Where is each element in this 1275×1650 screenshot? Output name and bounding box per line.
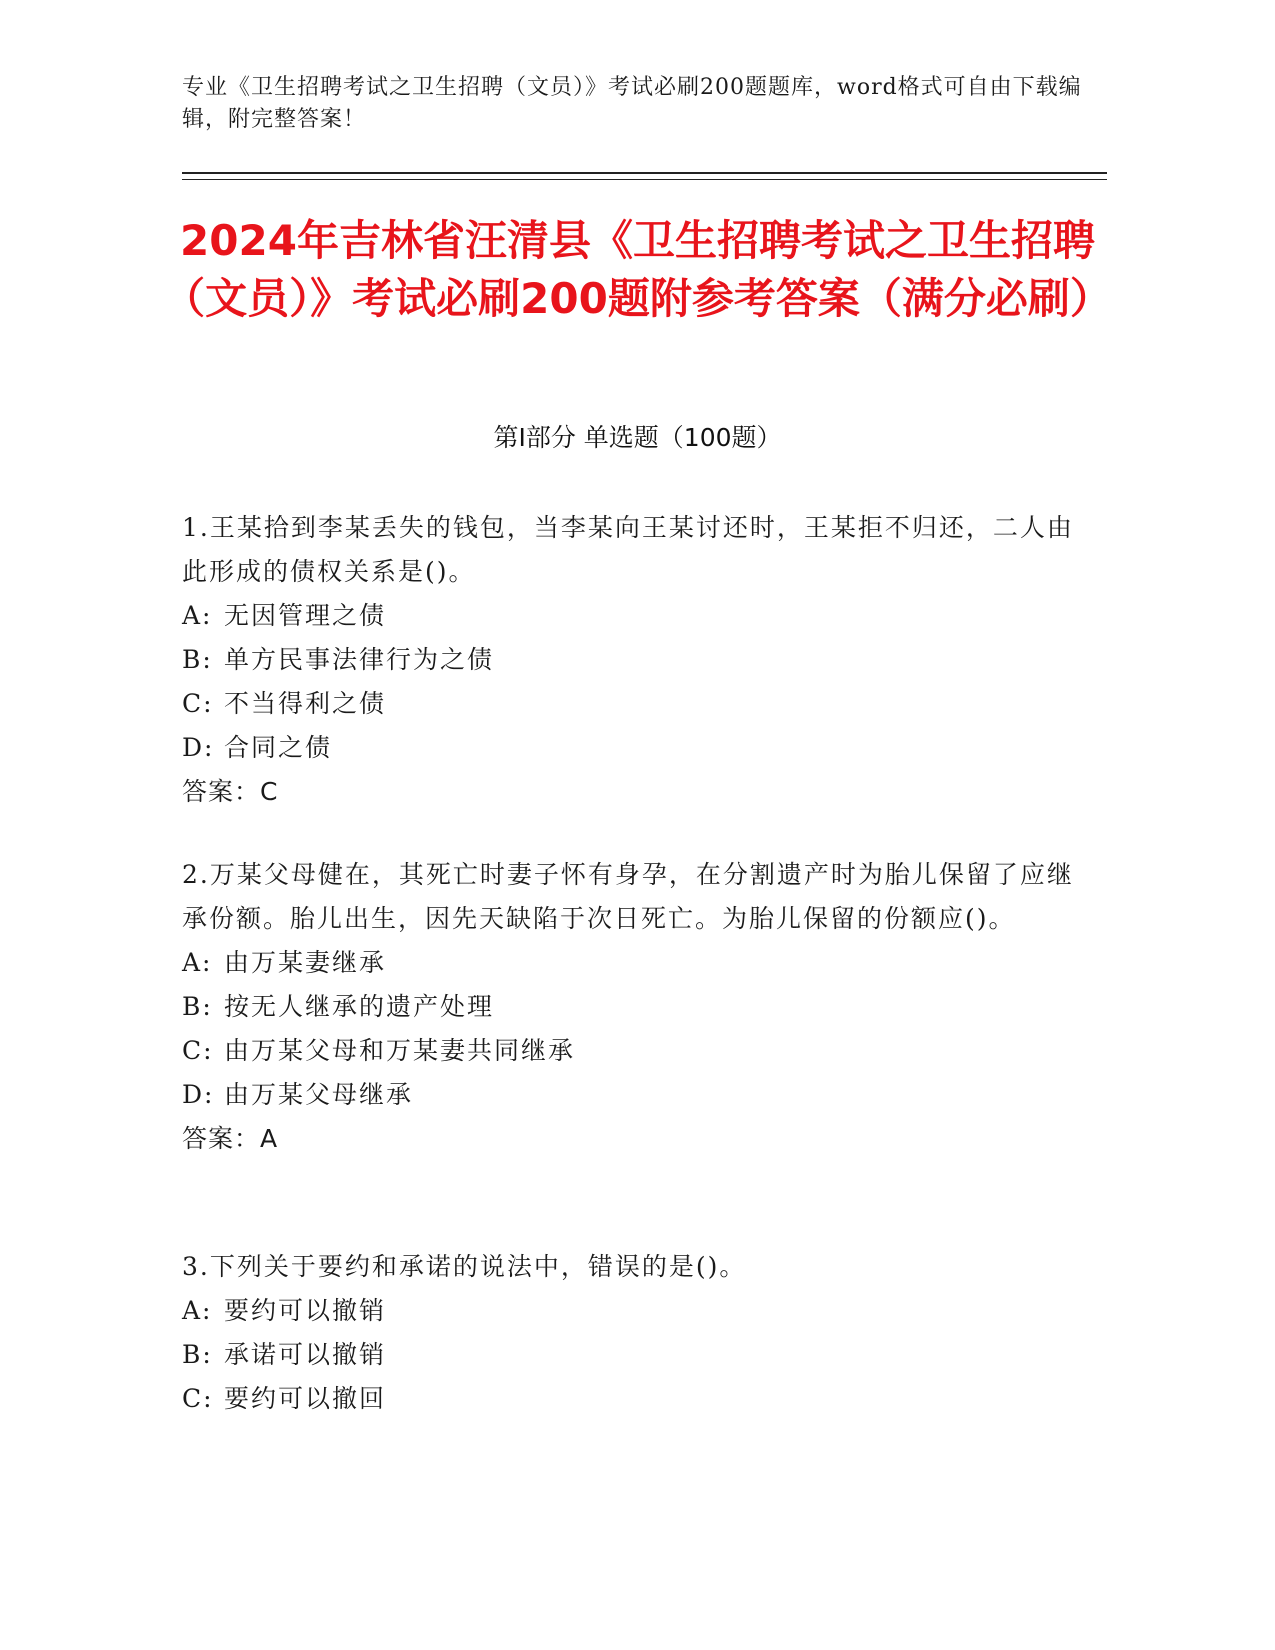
option-a — [182, 594, 1082, 638]
question-2 — [182, 853, 1082, 1161]
header-note: 专业《卫生招聘考试之卫生招聘（文员）》考试必刷200题题库，word格式可自由下载编辑，附完整答案！ — [182, 75, 1082, 132]
option-c — [182, 1377, 1082, 1421]
option-letter: A: — [182, 601, 213, 630]
option-b — [182, 985, 1082, 1029]
option-letter: C: — [182, 1384, 214, 1413]
document-title: 2024年吉林省汪清县《卫生招聘考试之卫生招聘（文员）》考试必刷200题附参考答案（满分必刷） — [163, 216, 1112, 323]
header-divider-thick — [182, 172, 1107, 174]
option-text: 由万某父母继承 — [224, 1080, 414, 1109]
question-stem: 1.王某拾到李某丢失的钱包，当李某向王某讨还时，王某拒不归还，二人由此形成的债权关系是()。 — [182, 513, 1074, 586]
section-heading: 第I部分 单选题（100题） — [493, 423, 782, 452]
option-letter: C: — [182, 689, 214, 718]
option-c — [182, 1029, 1082, 1073]
question-3 — [182, 1245, 1082, 1421]
option-text: 承诺可以撤销 — [224, 1340, 387, 1369]
answer-line: 答案：C — [182, 777, 279, 806]
option-d — [182, 1073, 1082, 1117]
option-text: 单方民事法律行为之债 — [224, 645, 495, 674]
option-a — [182, 1289, 1082, 1333]
option-b — [182, 1333, 1082, 1377]
option-c — [182, 682, 1082, 726]
option-text: 合同之债 — [224, 733, 333, 762]
option-text: 无因管理之债 — [224, 601, 387, 630]
option-letter: B: — [182, 645, 213, 674]
answer-line: 答案：A — [182, 1124, 279, 1153]
option-letter: D: — [182, 733, 215, 762]
option-letter: A: — [182, 948, 213, 977]
option-a — [182, 941, 1082, 985]
option-letter: C: — [182, 1036, 214, 1065]
question-stem: 3.下列关于要约和承诺的说法中，错误的是()。 — [182, 1252, 747, 1281]
option-d — [182, 726, 1082, 770]
option-letter: B: — [182, 992, 213, 1021]
header-divider-thin — [182, 179, 1107, 180]
option-text: 不当得利之债 — [224, 689, 387, 718]
option-letter: B: — [182, 1340, 213, 1369]
option-text: 由万某父母和万某妻共同继承 — [224, 1036, 576, 1065]
option-text: 要约可以撤回 — [224, 1384, 387, 1413]
option-letter: A: — [182, 1296, 213, 1325]
option-b — [182, 638, 1082, 682]
option-letter: D: — [182, 1080, 215, 1109]
question-stem: 2.万某父母健在，其死亡时妻子怀有身孕，在分割遗产时为胎儿保留了应继承份额。胎儿出生，因先天缺陷于次日死亡。为胎儿保留的份额应()。 — [182, 860, 1074, 933]
option-text: 要约可以撤销 — [224, 1296, 387, 1325]
option-text: 由万某妻继承 — [224, 948, 387, 977]
option-text: 按无人继承的遗产处理 — [224, 992, 495, 1021]
question-1 — [182, 506, 1082, 814]
